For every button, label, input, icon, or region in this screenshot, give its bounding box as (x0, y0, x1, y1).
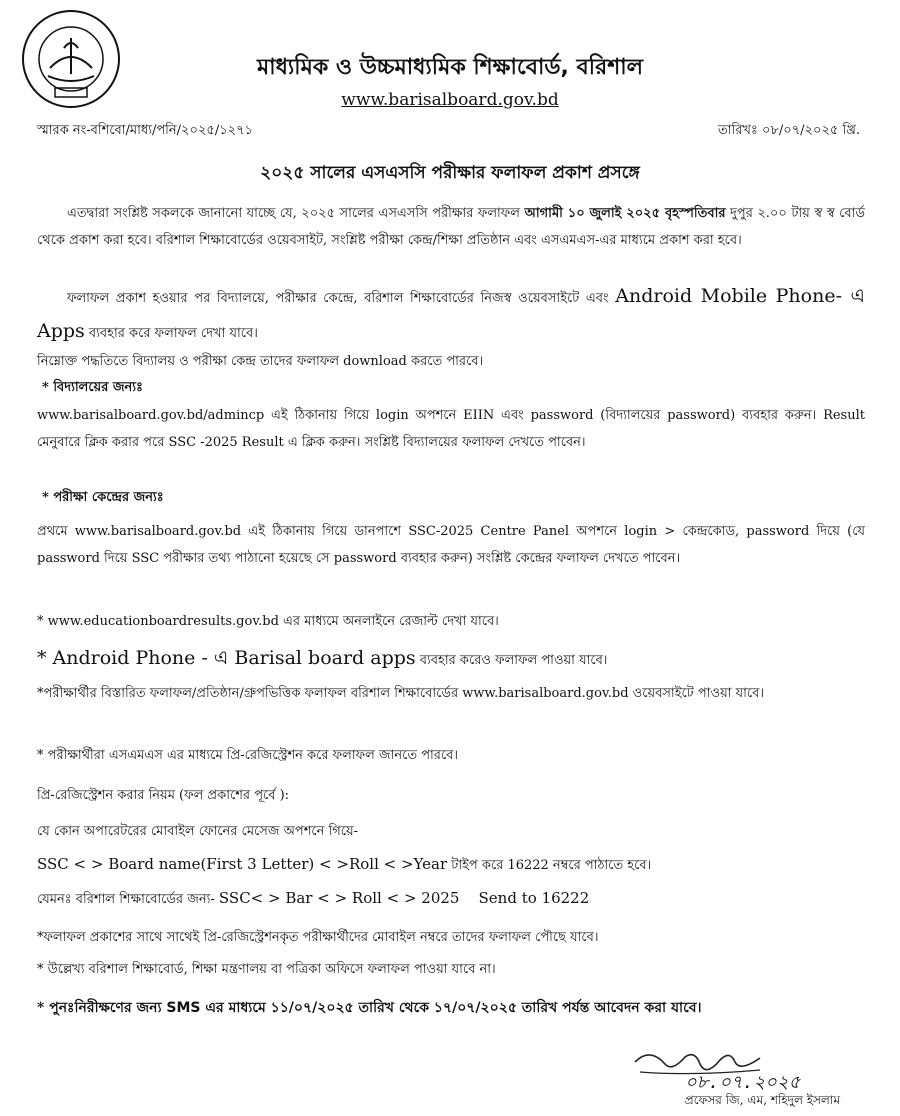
sms-prereg-note: * পরীক্ষার্থীরা এসএমএস এর মাধ্যমে প্রি-রেজিস্ট্রেশন করে ফলাফল জানতে পারবে। (37, 748, 459, 763)
signatory-name: প্রফেসর জি, এম, শহিদুল ইসলাম (684, 1093, 840, 1107)
availability-note: * উল্লেখ্য বরিশাল শিক্ষাবোর্ড, শিক্ষা মন্ত্রণালয় বা পত্রিকা অফিসে ফলাফল পাওয়া যাবে না। (37, 962, 496, 977)
sms-format: SSC < > Board name(First 3 Letter) < >Roll < >Year টাইপ করে 16222 নম্বরে পাঠাতে হবে। (37, 855, 652, 873)
detailed-result-note: *পরীক্ষার্থীর বিস্তারিত ফলাফল/প্রতিষ্ঠান/গ্রুপভিত্তিক ফলাফল বরিশাল শিক্ষাবোর্ডের www.barisalboard.gov.bd ওয়েবসাইটে পাওয়া যাবে। (37, 686, 764, 701)
prereg-rule-heading: প্রি-রেজিস্ট্রেশন করার নিয়ম (ফল প্রকাশের পূর্বে ): (37, 788, 290, 803)
paragraph-result-channels: ফলাফল প্রকাশ হওয়ার পর বিদ্যালয়ে, পরীক্ষার কেন্দ্রে, বরিশাল শিক্ষাবোর্ডের নিজস্ব ওয়েবসাইটে এবং Android Mobile Phone- এ Apps ব্যবহার করে ফলাফল দেখা যাবে। (37, 285, 865, 342)
operator-instruction: যে কোন অপারেটরের মোবাইল ফোনের মেসেজ অপশনে গিয়ে- (37, 824, 359, 839)
online-result-note: * www.educationboardresults.gov.bd এর মাধ্যমে অনলাইনে রেজাল্ট দেখা যাবে। (37, 614, 499, 629)
board-seal-logo-icon (20, 8, 122, 110)
board-title: মাধ্যমিক ও উচ্চমাধ্যমিক শিক্ষাবোর্ড, বরিশাল (257, 55, 643, 80)
download-method-intro: নিম্নোক্ত পদ্ধতিতে বিদ্যালয় ও পরীক্ষা কেন্দ্র তাদের ফলাফল download করতে পারবে। (37, 354, 484, 369)
sms-example: যেমনঃ বরিশাল শিক্ষাবোর্ডের জন্য- SSC< > Bar < > Roll < > 2025 Send to 16222 (37, 889, 590, 907)
review-application-note: * পুনঃনিরীক্ষণের জন্য SMS এর মাধ্যমে ১১/০৭/২০২৫ তারিখ থেকে ১৭/০৭/২০২৫ তারিখ পর্যন্ত আবেদন করা যাবে। (37, 1000, 702, 1016)
school-heading: * বিদ্যালয়ের জন্যঃ (42, 380, 143, 395)
centre-instructions: প্রথমে www.barisalboard.gov.bd এই ঠিকানায় গিয়ে ডানপাশে SSC-2025 Centre Panel অপশনে login > কেন্দ্রকোড, password দিয়ে (যে password দিয়ে SSC পরীক্ষার তথ্য পাঠানো হয়েছে সে password ব্যবহার করুন) সংশ্লিষ্ট কেন্দ্রের ফলাফল দেখতে পাবেন। (37, 524, 865, 566)
memo-reference: স্মারক নং-বশিবো/মাধ্য/পনি/২০২৫/১২৭১ (37, 123, 253, 138)
centre-heading: * পরীক্ষা কেন্দ্রের জন্যঃ (42, 490, 164, 505)
memo-date: তারিখঃ ০৮/০৭/২০২৫ খ্রি. (718, 123, 860, 138)
notice-subject: ২০২৫ সালের এসএসসি পরীক্ষার ফলাফল প্রকাশ প্রসঙ্গে (260, 163, 640, 183)
signature-date: ০৮.০৭.২০২৫ (685, 1072, 801, 1093)
board-website: www.barisalboard.gov.bd (341, 90, 559, 110)
mobile-delivery-note: *ফলাফল প্রকাশের সাথে সাথেই প্রি-রেজিস্ট্রেশনকৃত পরীক্ষার্থীদের মোবাইল নম্বরে তাদের ফলাফল পৌছে যাবে। (37, 930, 599, 945)
school-instructions: www.barisalboard.gov.bd/admincp এই ঠিকানায় গিয়ে login অপশনে EIIN এবং password (বিদ্যালয়ের password) ব্যবহার করুন। Result মেনুবারে ক্লিক করার পরে SSC -2025 Result এ ক্লিক করুন। সংশ্লিষ্ট বিদ্যালয়ের ফলাফল দেখতে পাবেন। (37, 408, 865, 450)
paragraph-announcement: এতদ্বারা সংশ্লিষ্ট সকলকে জানানো যাচ্ছে যে, ২০২৫ সালের এসএসসি পরীক্ষার ফলাফল আগামী ১০ জুলাই ২০২৫ বৃহস্পতিবার দুপুর ২.০০ টায় স্ব স্ব বোর্ড থেকে প্রকাশ করা হবে। বরিশাল শিক্ষাবোর্ডের ওয়েবসাইট, সংশ্লিষ্ট পরীক্ষা কেন্দ্র/শিক্ষা প্রতিষ্ঠান এবং এসএমএস-এর মাধ্যমে প্রকাশ করা হবে। (37, 206, 865, 248)
android-apps-note: * Android Phone - এ Barisal board apps ব্যবহার করেও ফলাফল পাওয়া যাবে। (37, 647, 608, 669)
